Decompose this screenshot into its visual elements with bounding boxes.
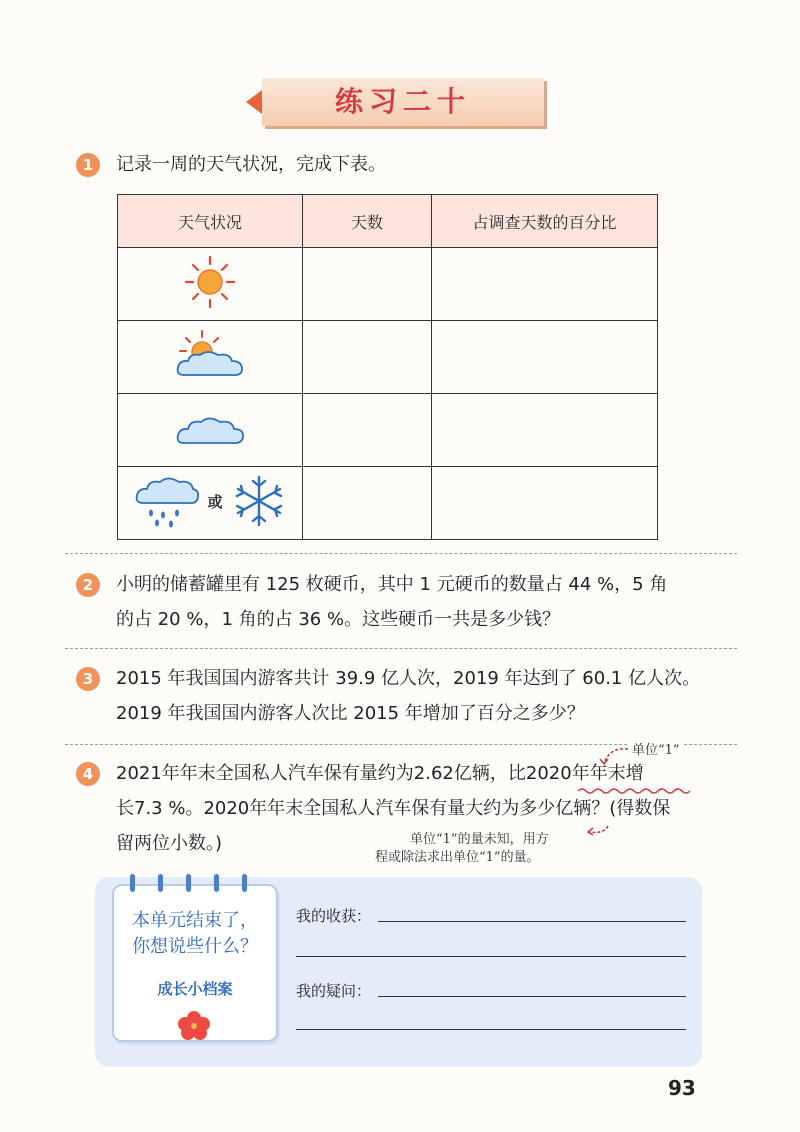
- hint-arrow-icon: [582, 822, 610, 838]
- page-number: 93: [668, 1076, 696, 1100]
- annotation-hint-line-1: 单位“1”的量未知，用方: [410, 832, 549, 847]
- question-1-text: 记录一周的天气状况，完成下表。: [116, 154, 386, 175]
- weather-cell: [118, 321, 303, 394]
- days-cell[interactable]: [303, 321, 432, 394]
- or-connector: 或: [207, 492, 223, 511]
- weather-cell: [118, 394, 303, 467]
- notepad: [112, 884, 278, 1042]
- snowflake-icon: [231, 473, 287, 529]
- divider: [65, 553, 737, 554]
- divider: [65, 648, 737, 649]
- question-label: 我的疑问：: [296, 982, 372, 1000]
- rain-icon: [133, 473, 199, 529]
- percent-cell[interactable]: [432, 321, 658, 394]
- binder-ring: [130, 874, 135, 892]
- table-row: [118, 394, 658, 467]
- table-row: [118, 321, 658, 394]
- question-2-line-2: 的占 20 %，1 角的占 36 %。这些硬币一共是多少钱？: [116, 609, 561, 630]
- annotation-unit-one: 单位“1”: [628, 739, 684, 758]
- gain-answer-line-2[interactable]: [296, 956, 686, 957]
- page-title: 练习二十: [334, 85, 471, 118]
- annotation-hint-line-2: 程或除法求出单位“1”的量。: [375, 850, 540, 865]
- question-2-number: 2: [76, 573, 100, 597]
- gain-label: 我的收获：: [296, 907, 372, 925]
- days-cell[interactable]: [303, 248, 432, 321]
- cloud-icon: [174, 407, 246, 449]
- percent-cell[interactable]: [432, 467, 658, 540]
- notepad-line-2: 你想说些什么？: [132, 936, 258, 957]
- percent-cell[interactable]: [432, 394, 658, 467]
- days-cell[interactable]: [303, 467, 432, 540]
- days-cell[interactable]: [303, 394, 432, 467]
- question-3-line-2: 2019 年我国国内游客人次比 2015 年增加了百分之多少？: [116, 703, 585, 724]
- question-3-line-1: 2015 年我国国内游客共计 39.9 亿人次，2019 年达到了 60.1 亿人次。: [116, 668, 701, 689]
- question-answer-line-1[interactable]: [378, 996, 686, 997]
- weather-cell: [118, 248, 303, 321]
- binder-ring: [242, 874, 247, 892]
- binder-ring: [158, 874, 163, 892]
- table-row: [118, 248, 658, 321]
- binder-ring: [186, 874, 191, 892]
- notepad-caption: 成长小档案: [157, 980, 233, 998]
- binder-ring: [214, 874, 219, 892]
- notepad-line-1: 本单元结束了，: [132, 910, 258, 931]
- question-answer-line-2[interactable]: [296, 1029, 686, 1030]
- sun-icon: [180, 255, 240, 309]
- partly-cloudy-icon: [172, 329, 248, 381]
- header-days: 天数: [303, 195, 432, 248]
- header-weather: 天气状况: [118, 195, 303, 248]
- weather-table: [117, 194, 658, 540]
- table-row: [118, 467, 658, 540]
- title-arrow-icon: [246, 90, 262, 114]
- header-percent: 占调查天数的百分比: [432, 195, 658, 248]
- question-3-number: 3: [76, 667, 100, 691]
- gain-answer-line-1[interactable]: [378, 921, 686, 922]
- question-1-number: 1: [76, 153, 100, 177]
- question-4-line-1: 2021年年末全国私人汽车保有量约为2.62亿辆，比2020年年末增: [116, 763, 644, 784]
- question-4-line-3: 留两位小数。): [116, 833, 223, 854]
- flower-icon: [178, 1010, 210, 1040]
- percent-cell[interactable]: [432, 248, 658, 321]
- question-2-line-1: 小明的储蓄罐里有 125 枚硬币，其中 1 元硬币的数量占 44 %，5 角: [116, 574, 668, 595]
- weather-cell: [118, 467, 303, 540]
- question-4-number: 4: [76, 762, 100, 786]
- question-4-line-2: 长7.3 %。2020年年末全国私人汽车保有量大约为多少亿辆？(得数保: [116, 798, 671, 819]
